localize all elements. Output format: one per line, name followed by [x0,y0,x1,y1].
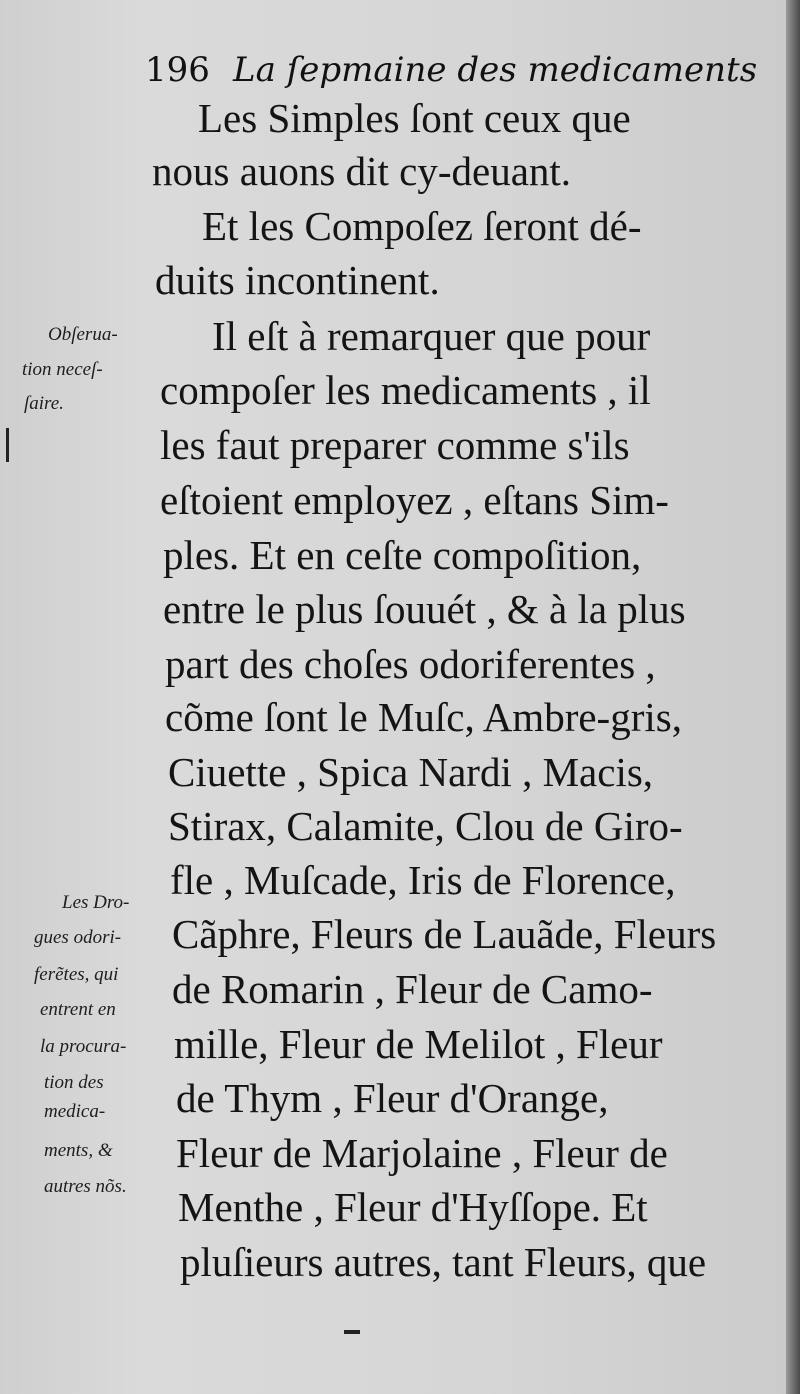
text-line: Ciuette , Spica Nardi , Macis, [168,749,654,795]
margin-note-line: medica- [44,1101,106,1122]
running-title: La ſepmaine des medicaments [233,50,758,90]
text-line: Stirax, Calamite, Clou de Giro- [168,803,683,849]
text-line: part des choſes odoriferentes , [165,641,656,687]
text-line: les faut preparer comme s'ils [160,422,630,468]
text-line: Il eſt à remarquer que pour [212,313,651,359]
text-line: Et les Compoſez ſeront dé- [202,203,642,249]
text-line: Menthe , Fleur d'Hyſſope. Et [178,1184,648,1230]
margin-note-line: Les Dro- [62,892,130,913]
text-line: pluſieurs autres, tant Fleurs, que [180,1239,707,1285]
text-line: mille, Fleur de Melilot , Fleur [174,1021,663,1067]
text-line: eſtoient employez , eſtans Sim- [160,477,669,523]
text-line: entre le plus ſouuét , & à la plus [163,586,686,632]
text-line: Fleur de Marjolaine , Fleur de [176,1130,668,1176]
text-line: nous auons dit cy-deuant. [152,148,572,194]
margin-note-line: ſaire. [24,393,64,414]
margin-note-line: tion des [44,1072,104,1093]
margin-note-line: gues odori- [34,927,122,948]
text-line: duits incontinent. [155,257,440,303]
text-line: cõme ſont le Muſc, Ambre-gris, [165,694,682,740]
margin-note-line: autres nõs. [44,1176,127,1197]
margin-note-line: tion neceſ- [22,359,103,380]
text-line: Cãphre, Fleurs de Lauãde, Fleurs [172,911,717,957]
text-line: de Romarin , Fleur de Camo- [172,966,653,1012]
margin-note-line: entrent en [40,999,116,1020]
text-line: compoſer les medicaments , il [160,367,651,413]
margin-note-line: la procura- [40,1036,127,1057]
margin-note-line: Obſerua- [48,324,118,345]
text-line: Les Simples ſont ceux que [198,95,631,141]
margin-note-line: ments, & [44,1140,113,1161]
catchword-dash [344,1330,360,1334]
running-header [145,42,758,94]
margin-mark [6,428,9,462]
text-line: ples. Et en ceſte compoſition, [163,532,642,578]
page-number: 196 [145,50,210,90]
text-line: de Thym , Fleur d'Orange, [176,1075,609,1121]
text-line: fle , Muſcade, Iris de Florence, [170,857,676,903]
page-edge-shadow [786,0,800,1394]
margin-note-line: ferẽtes, qui [34,964,119,985]
